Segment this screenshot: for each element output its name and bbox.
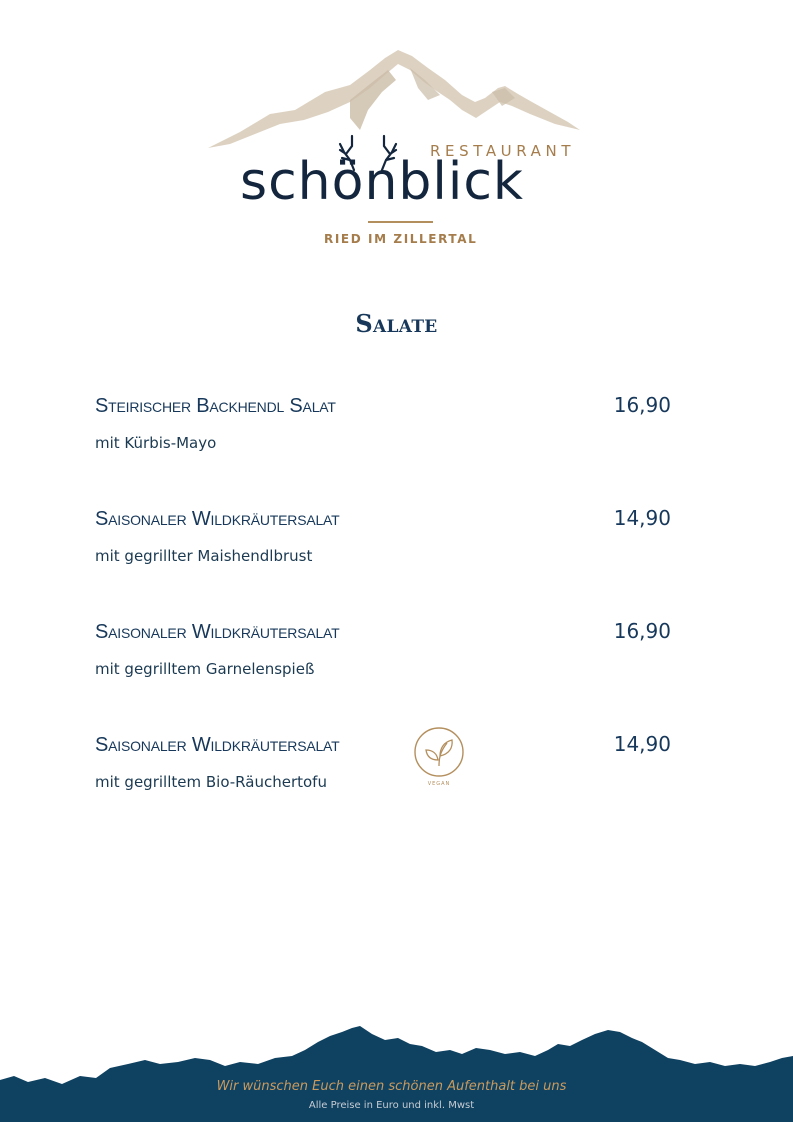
menu-item [95, 621, 675, 701]
menu-item-name: Saisonaler Wildkräutersalat [95, 621, 340, 643]
menu-item-name: Saisonaler Wildkräutersalat [95, 508, 340, 530]
footer [0, 1020, 793, 1122]
brand-name: schönblick [240, 152, 525, 212]
restaurant-logo [200, 40, 595, 255]
menu-item-price: 14,90 [613, 506, 671, 530]
menu-item-price: 14,90 [613, 732, 671, 756]
menu-item-price: 16,90 [613, 393, 671, 417]
menu-item [95, 395, 675, 475]
menu-item-price: 16,90 [613, 619, 671, 643]
brand-location: RIED IM ZILLERTAL [324, 232, 478, 246]
menu-item [95, 508, 675, 588]
menu-item-description: mit gegrilltem Bio-Räuchertofu [95, 773, 327, 791]
menu-item-description: mit Kürbis-Mayo [95, 434, 217, 452]
menu-item-name: Steirischer Backhendl Salat [95, 395, 336, 417]
menu-item [95, 734, 675, 814]
menu-item-description: mit gegrillter Maishendlbrust [95, 547, 313, 565]
restaurant-label: RESTAURANT [430, 142, 576, 160]
logo-divider [368, 221, 433, 223]
menu-item-description: mit gegrilltem Garnelenspieß [95, 660, 315, 678]
vegan-label: VEGAN [427, 781, 451, 787]
footer-wish: Wir wünschen Euch einen schönen Aufenthalt bei uns [216, 1079, 567, 1094]
footer-price-note: Alle Preise in Euro und inkl. Mwst [308, 1100, 475, 1111]
menu-item-name: Saisonaler Wildkräutersalat [95, 734, 340, 756]
section-title: Salate [355, 309, 438, 338]
vegan-badge [413, 726, 469, 792]
leaf-icon [413, 726, 465, 778]
